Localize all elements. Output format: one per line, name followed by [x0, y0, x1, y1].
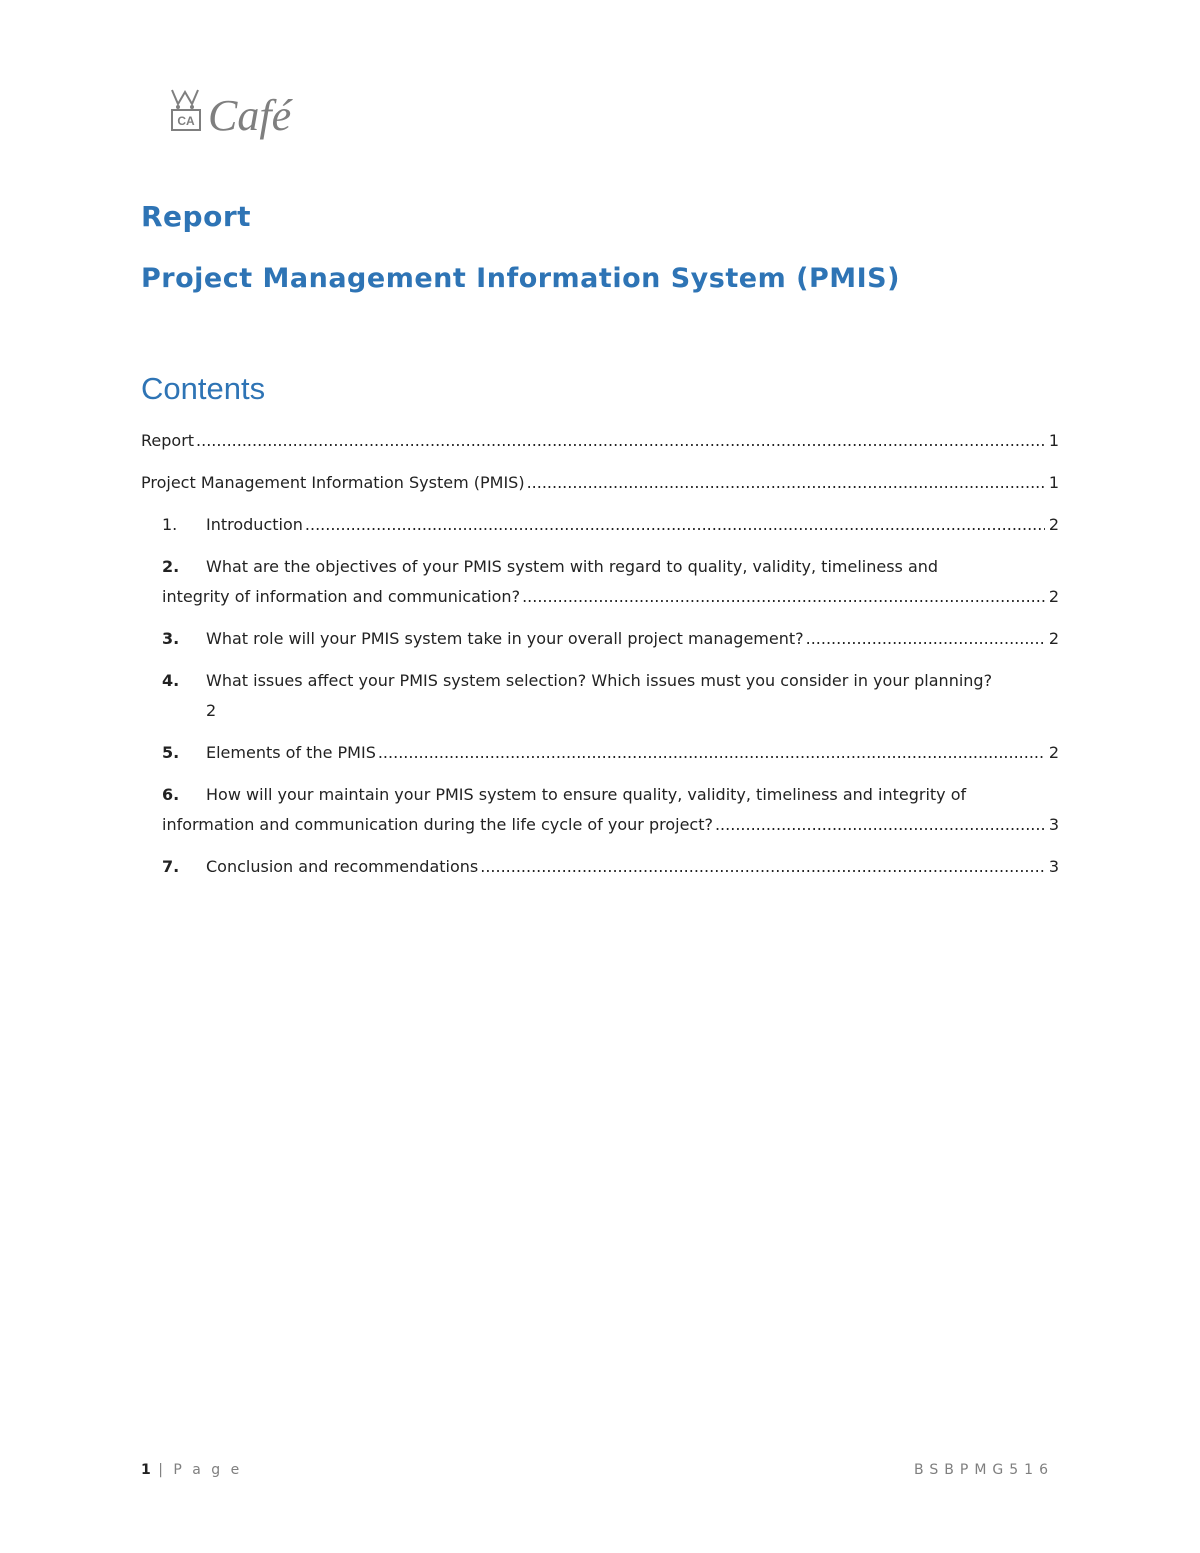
- toc-page-number: 2: [1048, 515, 1059, 534]
- toc-entry-text: What are the objectives of your PMIS system with regard to quality, validity, timeliness and: [206, 557, 939, 576]
- toc-entry-number: 3.: [162, 629, 180, 648]
- toc-entry-text-continued: information and communication during the life cycle of your project?: [162, 815, 713, 834]
- toc-leader-dots: [480, 852, 1045, 882]
- toc-entry-text: What issues affect your PMIS system selection? Which issues must you consider in your planning?: [206, 671, 993, 690]
- toc-entry-issues[interactable]: [162, 666, 1059, 726]
- toc-entry-text: Introduction: [206, 515, 303, 534]
- toc-leader-dots: [196, 426, 1045, 456]
- cafe-logo: [170, 86, 320, 152]
- toc-entry-text: Conclusion and recommendations: [206, 857, 479, 876]
- toc-entry-number: 7.: [162, 857, 180, 876]
- toc-entry-text: What role will your PMIS system take in your overall project management?: [206, 629, 804, 648]
- toc-entry-text-continued: integrity of information and communication?: [162, 587, 521, 606]
- toc-page-number: 2: [206, 701, 217, 720]
- toc-entry-number: 1.: [162, 515, 178, 534]
- heading-contents: Contents: [141, 371, 266, 406]
- toc-leader-dots: [527, 468, 1045, 498]
- toc-leader-dots: [806, 624, 1045, 654]
- footer-page-label: | P a g e: [158, 1462, 243, 1478]
- footer-page-number: 1: [141, 1462, 151, 1478]
- heading-title: Project Management Information System (PMIS): [141, 263, 900, 294]
- toc-entry-number: 4.: [162, 671, 180, 690]
- toc-page-number: 2: [1048, 743, 1059, 762]
- table-of-contents: [141, 426, 1059, 882]
- toc-page-number: 3: [1048, 857, 1059, 876]
- toc-entry-elements[interactable]: [162, 738, 1059, 768]
- heading-report: Report: [141, 200, 252, 233]
- toc-leader-dots: [378, 738, 1045, 768]
- toc-entry-text: Report: [141, 431, 195, 450]
- footer-unit-code: BSBPMG516: [914, 1462, 1054, 1478]
- toc-entry-role[interactable]: [162, 624, 1059, 654]
- toc-page-number: 2: [1048, 629, 1059, 648]
- crown-icon: [170, 86, 320, 152]
- logo-mark-letters: CA: [177, 114, 195, 128]
- toc-entry-maintain[interactable]: [162, 780, 1059, 840]
- toc-page-number: 1: [1048, 431, 1059, 450]
- toc-leader-dots: [305, 510, 1045, 540]
- toc-page-number: 3: [1048, 815, 1059, 834]
- toc-entry-conclusion[interactable]: [162, 852, 1059, 882]
- toc-entry-number: 5.: [162, 743, 180, 762]
- toc-entry-objectives[interactable]: [162, 552, 1059, 612]
- toc-page-number: 2: [1048, 587, 1059, 606]
- toc-entry-report[interactable]: [141, 426, 1059, 456]
- toc-entry-text: How will your maintain your PMIS system to ensure quality, validity, timeliness and integrity of: [206, 785, 967, 804]
- toc-leader-dots: [715, 810, 1045, 840]
- toc-entry-pmis[interactable]: [141, 468, 1059, 498]
- toc-entry-number: 2.: [162, 557, 180, 576]
- toc-page-number: 1: [1048, 473, 1059, 492]
- toc-entry-text: Elements of the PMIS: [206, 743, 376, 762]
- toc-leader-dots: [522, 582, 1045, 612]
- toc-entry-number: 6.: [162, 785, 180, 804]
- toc-entry-text: Project Management Information System (PMIS): [141, 473, 525, 492]
- logo-wordmark: Café: [208, 91, 292, 140]
- footer-page-indicator: [141, 1462, 242, 1478]
- toc-entry-introduction[interactable]: [162, 510, 1059, 540]
